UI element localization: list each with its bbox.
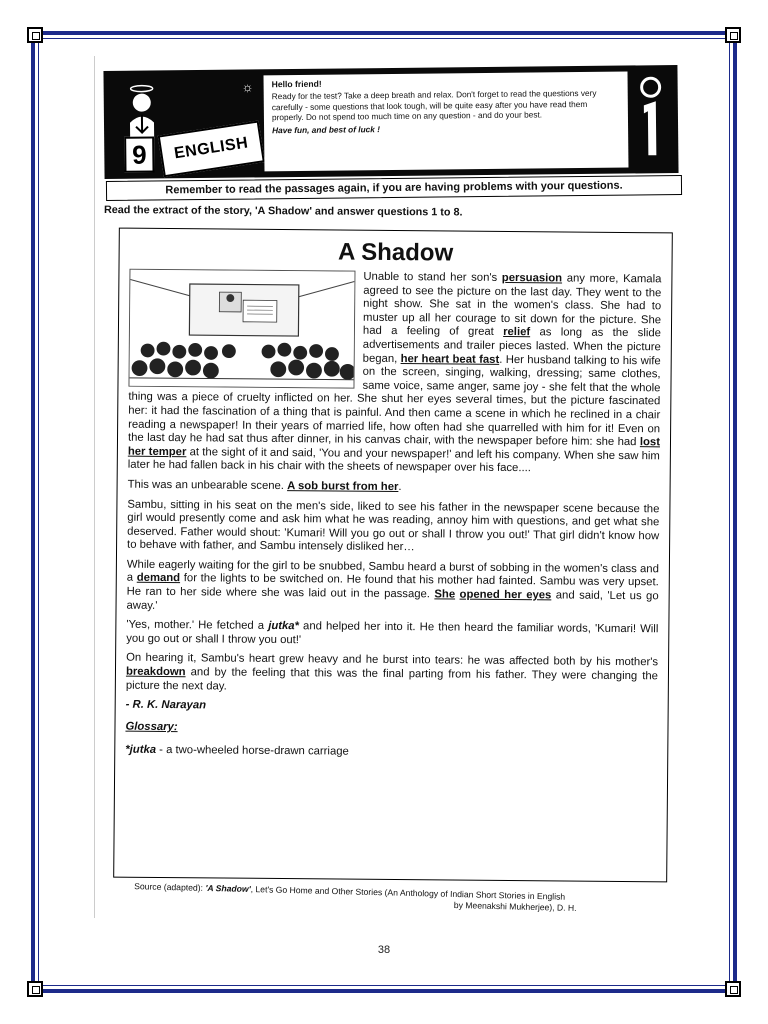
subject-logo [107, 73, 258, 175]
greeting-signoff: Have fun, and best of luck ! [272, 123, 381, 135]
vocab-relief: relief [503, 326, 531, 339]
story-paragraph-5: 'Yes, mother.' He fetched a jutka* and helped her into it. He then heard the familiar words, 'Kumari! Will you go out or shall I throw you out!' [126, 618, 659, 647]
corner-ornament-icon [725, 27, 741, 43]
student-icon [122, 82, 163, 140]
page-number: 38 [377, 944, 391, 956]
vocab-demand: demand [136, 572, 181, 585]
subject-label: ENGLISH [173, 134, 250, 163]
reading-instruction: Read the extract of the story, 'A Shadow' and answer questions 1 to 8. [103, 203, 463, 219]
corner-ornament-icon [27, 27, 43, 43]
story-paragraph-3: Sambu, sitting in his seat on the men's side, liked to see his father in the newspaper scene because the girl would presently come and ask him what he was reading, annoy him with questions, and get what she deserved. Father would shout: 'Kumari! Will you go out or shall I throw you out!' That girl didn't know how to behave with father, and Sambu intensely disliked her… [127, 498, 660, 554]
vocab-breakdown: breakdown [125, 665, 186, 679]
corner-ornament-icon [725, 981, 741, 997]
reminder-banner: Remember to read the passages again, if you are having problems with your questions. [106, 175, 682, 201]
lightbulb-icon: ☼ [241, 79, 254, 95]
glossary-entry: *jutka - a two-wheeled horse-drawn carriage [125, 744, 349, 759]
vocab-she: She [434, 588, 456, 601]
story-paragraph-6: On hearing it, Sambu's heart grew heavy and he burst into tears: he was affected both by his mother's breakdown and by the feeling that this was the final parting from his father. They were changing the picture the next day. [125, 652, 659, 693]
story-box [113, 228, 673, 883]
exclamation-figure-icon [634, 75, 669, 159]
greeting-message [264, 72, 629, 172]
subject-card [158, 120, 265, 177]
vocab-jutka: jutka* [268, 620, 300, 633]
phrase-heart-beat-fast: her heart beat fast [400, 352, 500, 366]
source-citation: Source (adapted): 'A Shadow', Let's Go Home and Other Stories (An Anthology of Indian Short Stories in English by Meenakshi Mukherjee), D. H. [134, 881, 577, 913]
story-author: - R. K. Narayan [125, 698, 207, 712]
story-paragraph-2: This was an unbearable scene. A sob burst from her. [127, 478, 402, 493]
grade-number: 9 [124, 136, 154, 172]
header-banner [103, 65, 678, 179]
corner-ornament-icon [27, 981, 43, 997]
phrase-sob-burst: A sob burst from her [287, 479, 399, 493]
story-paragraph-1: Unable to stand her son's persuasion any more, Kamala agreed to see the picture on the last day. They went to the night show. She sat in the women's class. She had to muster up all her courage to sit down for the picture. She had a feeling of great relief as long as the slide advertisements and trailer pieces lasted. When the picture began, her heart beat fast. Her husband talking to his wife on the screen, singing, walking, dressing; same clothes, same voice, same anger, same joy - she felt that the whole thing was a piece of cruelty inflicted on her. She shut her eyes several times, but the picture fascinated her: it had the fascination of a thing that is painful. And then came a scene in which he reclined in a chair reading a newspaper! In their years of married life, how often had she quarrelled with him for it! Even on the last day he had sat thus after dinner, in his canvas chair, with the newspaper before him: she had lost her temper at the sight of it and said, 'You and your newspaper!' and left his company. When she saw him later he had fallen back in his chair with the sheets of newspaper over his face.... [127, 270, 662, 475]
vocab-persuasion: persuasion [501, 271, 563, 285]
story-title: A Shadow [337, 238, 454, 267]
scanned-page [94, 56, 698, 918]
cinema-illustration [128, 269, 355, 389]
story-paragraph-4: While eagerly waiting for the girl to be snubbed, Sambu heard a burst of sobbing in the women's class and a demand for the lights to be switched on. He found that his mother had fainted. Sambu was very upset. He ran to her side where she was laid out in the passage. She opened her eyes and said, 'Let us go away.' [126, 558, 659, 612]
greeting-title: Hello friend! [271, 78, 322, 90]
glossary-heading: Glossary: [125, 720, 178, 733]
greeting-body: Ready for the test? Take a deep breath and relax. Don't forget to read the questions very carefully - some questions that look tough, will be quite easy after you have read them properly. Do not spend too much time on any question - and do your best. [271, 88, 597, 123]
phrase-opened-her-eyes: opened her eyes [459, 588, 552, 602]
phrase-lost-her-temper: lost her temper [127, 436, 661, 458]
